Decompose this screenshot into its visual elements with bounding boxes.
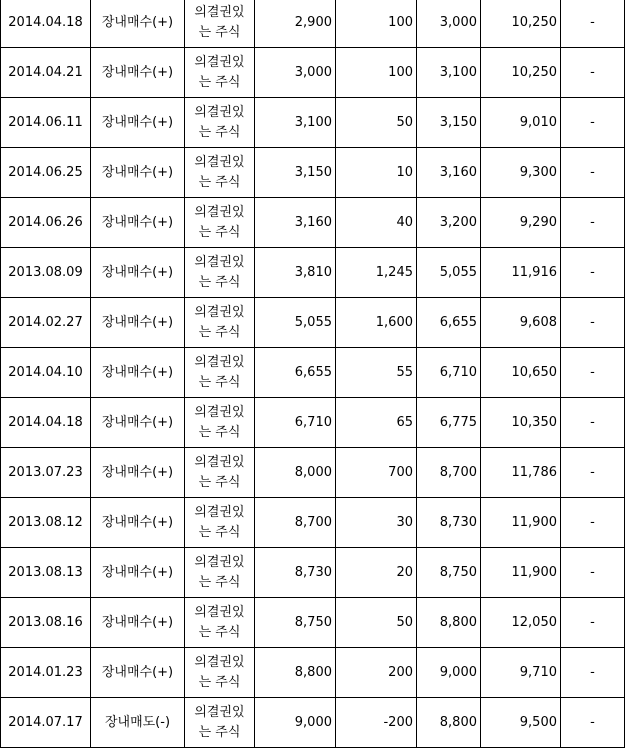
stock-kind-line1: 의결권있 bbox=[194, 154, 245, 170]
note-cell: - bbox=[561, 298, 625, 348]
table-row bbox=[1, 248, 625, 298]
table-row bbox=[1, 298, 625, 348]
shares-after-cell: 6,655 bbox=[417, 298, 481, 348]
stock-kind-cell bbox=[185, 598, 255, 648]
note-cell: - bbox=[561, 248, 625, 298]
stock-kind-line2: 는 주식 bbox=[198, 624, 241, 640]
unit-price-cell: 11,786 bbox=[481, 448, 561, 498]
change-reason-cell: 장내매수(+) bbox=[91, 498, 185, 548]
shares-before-cell: 8,730 bbox=[255, 548, 336, 598]
unit-price-cell: 9,290 bbox=[481, 198, 561, 248]
shares-change-cell: 200 bbox=[336, 648, 417, 698]
table-row bbox=[1, 598, 625, 648]
transaction-date-cell: 2014.04.18 bbox=[1, 398, 91, 448]
table-row bbox=[1, 448, 625, 498]
shares-after-cell: 8,800 bbox=[417, 598, 481, 648]
unit-price-cell: 9,608 bbox=[481, 298, 561, 348]
transaction-date-cell: 2014.04.21 bbox=[1, 48, 91, 98]
note-cell: - bbox=[561, 148, 625, 198]
table-body bbox=[1, 0, 625, 748]
unit-price-cell: 9,300 bbox=[481, 148, 561, 198]
shares-before-cell: 2,900 bbox=[255, 0, 336, 48]
shares-after-cell: 6,710 bbox=[417, 348, 481, 398]
stock-kind-line1: 의결권있 bbox=[194, 604, 245, 620]
stock-kind-line2: 는 주식 bbox=[198, 374, 241, 390]
shares-change-cell: 20 bbox=[336, 548, 417, 598]
transaction-date-cell: 2014.04.10 bbox=[1, 348, 91, 398]
shares-before-cell: 8,800 bbox=[255, 648, 336, 698]
stock-kind-line2: 는 주식 bbox=[198, 74, 241, 90]
unit-price-cell: 10,250 bbox=[481, 0, 561, 48]
shares-change-cell: 65 bbox=[336, 398, 417, 448]
transaction-date-cell: 2013.08.13 bbox=[1, 548, 91, 598]
stock-kind-cell bbox=[185, 348, 255, 398]
transaction-date-cell: 2014.06.11 bbox=[1, 98, 91, 148]
shares-after-cell: 3,200 bbox=[417, 198, 481, 248]
stock-kind-line1: 의결권있 bbox=[194, 404, 245, 420]
shares-before-cell: 6,710 bbox=[255, 398, 336, 448]
stock-kind-line2: 는 주식 bbox=[198, 174, 241, 190]
unit-price-cell: 11,900 bbox=[481, 498, 561, 548]
note-cell: - bbox=[561, 448, 625, 498]
change-reason-cell: 장내매수(+) bbox=[91, 148, 185, 198]
change-reason-cell: 장내매수(+) bbox=[91, 598, 185, 648]
stock-kind-line2: 는 주식 bbox=[198, 674, 241, 690]
note-cell: - bbox=[561, 648, 625, 698]
change-reason-cell: 장내매수(+) bbox=[91, 98, 185, 148]
table-row bbox=[1, 348, 625, 398]
shares-after-cell: 3,100 bbox=[417, 48, 481, 98]
stock-kind-line1: 의결권있 bbox=[194, 704, 245, 720]
stock-kind-line2: 는 주식 bbox=[198, 274, 241, 290]
shares-after-cell: 9,000 bbox=[417, 648, 481, 698]
change-reason-cell: 장내매수(+) bbox=[91, 248, 185, 298]
table-row bbox=[1, 48, 625, 98]
stock-kind-line2: 는 주식 bbox=[198, 324, 241, 340]
shares-change-cell: 10 bbox=[336, 148, 417, 198]
table-row bbox=[1, 648, 625, 698]
transaction-date-cell: 2013.08.12 bbox=[1, 498, 91, 548]
shares-before-cell: 9,000 bbox=[255, 698, 336, 748]
change-reason-cell: 장내매수(+) bbox=[91, 448, 185, 498]
change-reason-cell: 장내매수(+) bbox=[91, 548, 185, 598]
stock-kind-line2: 는 주식 bbox=[198, 524, 241, 540]
shares-change-cell: 700 bbox=[336, 448, 417, 498]
shares-change-cell: 1,245 bbox=[336, 248, 417, 298]
shares-after-cell: 3,150 bbox=[417, 98, 481, 148]
stock-kind-line2: 는 주식 bbox=[198, 424, 241, 440]
table-row bbox=[1, 98, 625, 148]
unit-price-cell: 10,250 bbox=[481, 48, 561, 98]
change-reason-cell: 장내매도(-) bbox=[91, 698, 185, 748]
change-reason-cell: 장내매수(+) bbox=[91, 348, 185, 398]
stock-kind-line1: 의결권있 bbox=[194, 554, 245, 570]
unit-price-cell: 9,010 bbox=[481, 98, 561, 148]
shares-after-cell: 8,700 bbox=[417, 448, 481, 498]
change-reason-cell: 장내매수(+) bbox=[91, 48, 185, 98]
table-row bbox=[1, 398, 625, 448]
change-reason-cell: 장내매수(+) bbox=[91, 398, 185, 448]
stock-kind-line1: 의결권있 bbox=[194, 304, 245, 320]
transaction-date-cell: 2014.01.23 bbox=[1, 648, 91, 698]
table-row bbox=[1, 498, 625, 548]
table-row bbox=[1, 198, 625, 248]
shares-before-cell: 8,750 bbox=[255, 598, 336, 648]
transaction-date-cell: 2014.07.17 bbox=[1, 698, 91, 748]
stock-kind-line1: 의결권있 bbox=[194, 454, 245, 470]
stock-kind-line2: 는 주식 bbox=[198, 224, 241, 240]
shares-before-cell: 3,150 bbox=[255, 148, 336, 198]
note-cell: - bbox=[561, 48, 625, 98]
shares-before-cell: 6,655 bbox=[255, 348, 336, 398]
stock-kind-cell bbox=[185, 498, 255, 548]
shares-change-cell: 50 bbox=[336, 598, 417, 648]
change-reason-cell: 장내매수(+) bbox=[91, 0, 185, 48]
stock-kind-cell bbox=[185, 448, 255, 498]
stock-kind-cell bbox=[185, 698, 255, 748]
shares-before-cell: 3,000 bbox=[255, 48, 336, 98]
transaction-date-cell: 2013.07.23 bbox=[1, 448, 91, 498]
table-row bbox=[1, 0, 625, 48]
stock-kind-line2: 는 주식 bbox=[198, 124, 241, 140]
shares-after-cell: 3,160 bbox=[417, 148, 481, 198]
shares-before-cell: 8,000 bbox=[255, 448, 336, 498]
stock-kind-line2: 는 주식 bbox=[198, 474, 241, 490]
note-cell: - bbox=[561, 198, 625, 248]
shares-change-cell: -200 bbox=[336, 698, 417, 748]
shares-change-cell: 40 bbox=[336, 198, 417, 248]
stock-kind-line1: 의결권있 bbox=[194, 204, 245, 220]
stock-kind-line1: 의결권있 bbox=[194, 354, 245, 370]
stock-kind-cell bbox=[185, 248, 255, 298]
stock-kind-line1: 의결권있 bbox=[194, 104, 245, 120]
shares-after-cell: 8,750 bbox=[417, 548, 481, 598]
shares-change-cell: 30 bbox=[336, 498, 417, 548]
shares-before-cell: 3,160 bbox=[255, 198, 336, 248]
stock-kind-cell bbox=[185, 48, 255, 98]
shares-before-cell: 5,055 bbox=[255, 298, 336, 348]
unit-price-cell: 12,050 bbox=[481, 598, 561, 648]
stock-kind-line2: 는 주식 bbox=[198, 574, 241, 590]
transaction-date-cell: 2014.06.25 bbox=[1, 148, 91, 198]
shares-before-cell: 8,700 bbox=[255, 498, 336, 548]
note-cell: - bbox=[561, 0, 625, 48]
stock-kind-line2: 는 주식 bbox=[198, 24, 241, 40]
note-cell: - bbox=[561, 398, 625, 448]
stock-kind-line1: 의결권있 bbox=[194, 504, 245, 520]
table-row bbox=[1, 698, 625, 748]
shares-change-cell: 55 bbox=[336, 348, 417, 398]
stock-kind-cell bbox=[185, 148, 255, 198]
stock-kind-line1: 의결권있 bbox=[194, 54, 245, 70]
stock-kind-cell bbox=[185, 398, 255, 448]
transaction-date-cell: 2013.08.09 bbox=[1, 248, 91, 298]
unit-price-cell: 11,916 bbox=[481, 248, 561, 298]
change-reason-cell: 장내매수(+) bbox=[91, 298, 185, 348]
shares-change-cell: 50 bbox=[336, 98, 417, 148]
transaction-date-cell: 2014.04.18 bbox=[1, 0, 91, 48]
shares-before-cell: 3,810 bbox=[255, 248, 336, 298]
note-cell: - bbox=[561, 698, 625, 748]
change-reason-cell: 장내매수(+) bbox=[91, 648, 185, 698]
unit-price-cell: 9,500 bbox=[481, 698, 561, 748]
unit-price-cell: 10,350 bbox=[481, 398, 561, 448]
stock-kind-cell bbox=[185, 648, 255, 698]
shares-after-cell: 5,055 bbox=[417, 248, 481, 298]
stock-kind-line1: 의결권있 bbox=[194, 254, 245, 270]
change-reason-cell: 장내매수(+) bbox=[91, 198, 185, 248]
stock-kind-cell bbox=[185, 198, 255, 248]
note-cell: - bbox=[561, 498, 625, 548]
shares-change-cell: 100 bbox=[336, 0, 417, 48]
table-row bbox=[1, 548, 625, 598]
note-cell: - bbox=[561, 548, 625, 598]
unit-price-cell: 9,710 bbox=[481, 648, 561, 698]
shares-before-cell: 3,100 bbox=[255, 98, 336, 148]
stock-kind-cell bbox=[185, 0, 255, 48]
stock-kind-cell bbox=[185, 548, 255, 598]
shares-after-cell: 3,000 bbox=[417, 0, 481, 48]
stock-kind-line1: 의결권있 bbox=[194, 654, 245, 670]
note-cell: - bbox=[561, 598, 625, 648]
shares-after-cell: 8,730 bbox=[417, 498, 481, 548]
shares-change-cell: 1,600 bbox=[336, 298, 417, 348]
shares-after-cell: 6,775 bbox=[417, 398, 481, 448]
shares-after-cell: 8,800 bbox=[417, 698, 481, 748]
stock-kind-cell bbox=[185, 298, 255, 348]
note-cell: - bbox=[561, 98, 625, 148]
unit-price-cell: 10,650 bbox=[481, 348, 561, 398]
transaction-date-cell: 2014.02.27 bbox=[1, 298, 91, 348]
stock-kind-cell bbox=[185, 98, 255, 148]
stock-kind-line2: 는 주식 bbox=[198, 724, 241, 740]
note-cell: - bbox=[561, 348, 625, 398]
table-row bbox=[1, 148, 625, 198]
unit-price-cell: 11,900 bbox=[481, 548, 561, 598]
shares-change-cell: 100 bbox=[336, 48, 417, 98]
transaction-date-cell: 2013.08.16 bbox=[1, 598, 91, 648]
stock-kind-line1: 의결권있 bbox=[194, 4, 245, 20]
transaction-date-cell: 2014.06.26 bbox=[1, 198, 91, 248]
